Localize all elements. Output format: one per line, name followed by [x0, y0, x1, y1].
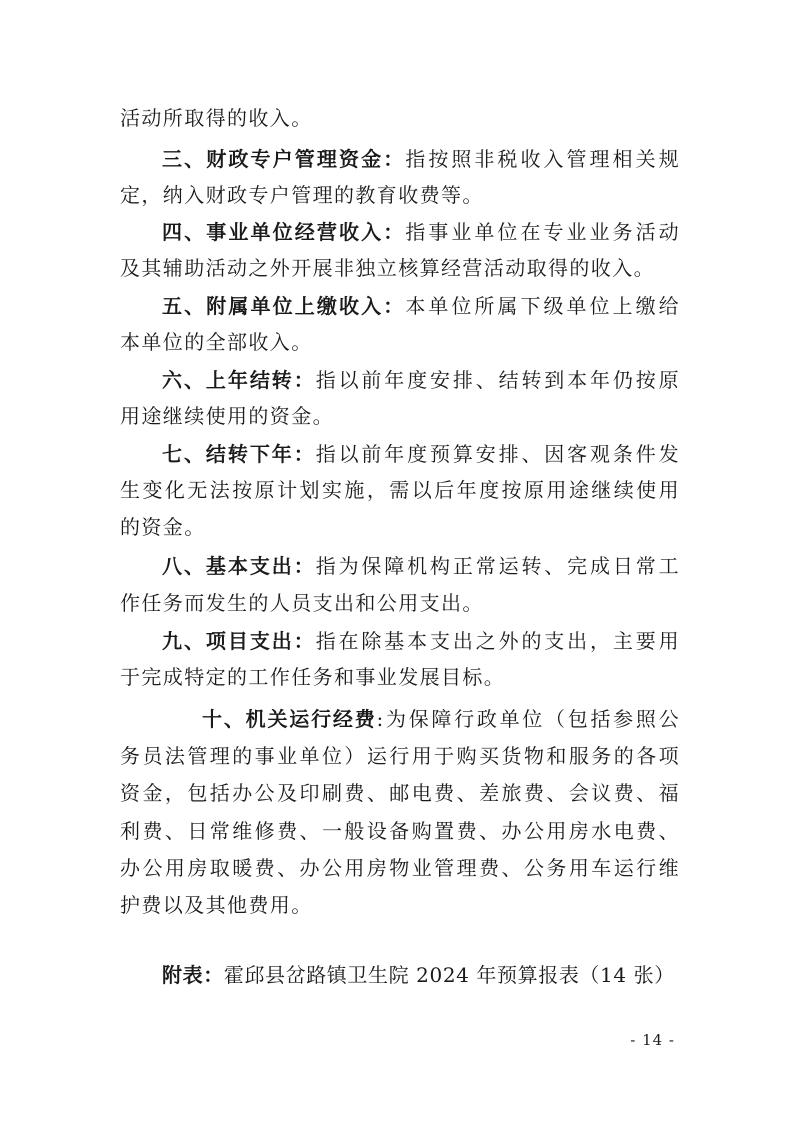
paragraph-line: 于完成特定的工作任务和事业发展目标。	[120, 665, 506, 689]
paragraph-fiscal-account-funds: 三、财政专户管理资金：指按照非税收入管理相关规	[162, 147, 680, 171]
paragraph-line: 资金，包括办公及印刷费、邮电费、差旅费、会议费、福	[120, 781, 680, 805]
paragraph-line: 及其辅助活动之外开展非独立核算经营活动取得的收入。	[120, 256, 655, 280]
appendix-label: 附表：	[162, 963, 224, 987]
paragraph-line: 用途继续使用的资金。	[120, 404, 334, 428]
paragraph-project-expenditure: 九、项目支出：指在除基本支出之外的支出，主要用	[162, 629, 681, 653]
paragraph-subordinate-income: 五、附属单位上缴收入：本单位所属下级单位上缴给	[162, 294, 680, 318]
paragraph-business-income: 四、事业单位经营收入：指事业单位在专业业务活动	[162, 220, 680, 244]
paragraph-line: 作任务而发生的人员支出和公用支出。	[120, 591, 484, 615]
paragraph-line: 办公用房取暖费、办公用房物业管理费、公务用车运行维	[120, 856, 680, 880]
paragraph-line: 利费、日常维修费、一般设备购置费、办公用房水电费、	[120, 819, 680, 843]
paragraph-operating-funds: 十、机关运行经费:为保障行政单位（包括参照公	[202, 707, 681, 731]
paragraph-line: 护费以及其他费用。	[120, 893, 313, 917]
paragraph-line: 务员法管理的事业单位）运行用于购买货物和服务的各项	[120, 744, 680, 768]
heading: 九、项目支出：	[162, 629, 316, 653]
paragraph-next-carryover: 七、结转下年：指以前年度预算安排、因客观条件发	[162, 442, 681, 466]
page-number: - 14 -	[630, 1031, 675, 1049]
heading: 五、附属单位上缴收入：	[162, 294, 406, 318]
heading: 七、结转下年：	[162, 442, 316, 466]
heading: 十、机关运行经费	[202, 707, 377, 731]
heading: 三、财政专户管理资金：	[162, 147, 406, 171]
paragraph-line: 定，纳入财政专户管理的教育收费等。	[120, 183, 484, 207]
appendix-text: 霍邱县岔路镇卫生院 2024 年预算报表（14 张）	[223, 963, 675, 987]
paragraph-line: 生变化无法按原计划实施，需以后年度按原用途继续使用	[120, 478, 680, 502]
heading: 六、上年结转：	[162, 368, 316, 392]
heading: 八、基本支出：	[162, 554, 316, 578]
paragraph-line: 活动所取得的收入。	[120, 106, 313, 130]
paragraph-prior-carryover: 六、上年结转：指以前年度安排、结转到本年仍按原	[162, 368, 681, 392]
heading: 四、事业单位经营收入：	[162, 220, 406, 244]
paragraph-line: 的资金。	[120, 515, 206, 539]
paragraph-line: 本单位的全部收入。	[120, 330, 313, 354]
appendix-note	[162, 961, 675, 989]
paragraph-basic-expenditure: 八、基本支出：指为保障机构正常运转、完成日常工	[162, 554, 681, 578]
